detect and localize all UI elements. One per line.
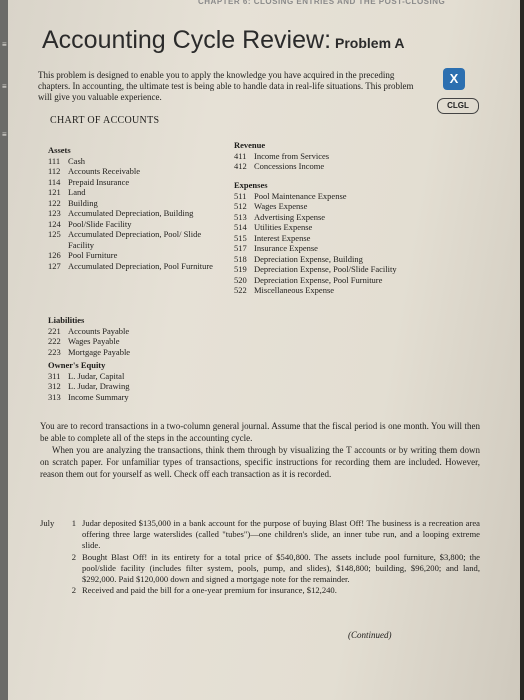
account-name: Income from Services: [254, 150, 330, 161]
account-number: 515: [234, 232, 247, 243]
account-name: Interest Expense: [254, 232, 311, 243]
account-name: Pool Furniture: [68, 250, 118, 260]
title-main: Accounting Cycle Review:: [42, 26, 332, 54]
clgl-badge: CLGL: [437, 98, 479, 114]
account-number: 111: [48, 155, 61, 166]
transaction-day: 2: [71, 585, 76, 596]
transaction-day: 2: [71, 551, 76, 562]
revenue-heading: Revenue: [234, 140, 266, 150]
account-number: 123: [48, 208, 61, 218]
transaction-month: [40, 552, 62, 586]
account-name: Pool Maintenance Expense: [254, 190, 347, 201]
instruction-paragraph: You are to record transactions in a two-column general journal. Assume that the fiscal period is one month. You will then be able to complete all of the steps in the accounting cycle.: [40, 421, 480, 443]
account-number: 520: [234, 274, 247, 285]
liabilities-block: [48, 315, 218, 357]
account-number: 411: [234, 150, 247, 161]
account-name: Depreciation Expense, Building: [254, 253, 363, 264]
account-name: Accounts Payable: [68, 325, 130, 336]
account-name: L. Judar, Capital: [68, 370, 125, 381]
assets-heading: Assets: [48, 145, 71, 155]
account-row: [234, 243, 434, 254]
account-number: 313: [48, 391, 61, 402]
gutter-mark: ≡: [2, 40, 7, 49]
account-row: [48, 392, 218, 403]
instructions: [40, 420, 480, 480]
transaction-text: Judar deposited $135,000 in a bank account for the purpose of buying Blast Off! The business is a recreation area offering three large waterslides (called "tubes")—one children's slide, an inner tube run, and a looping extreme slide.: [82, 518, 480, 551]
account-number: 125: [48, 229, 61, 239]
chart-of-accounts-heading: CHART OF ACCOUNTS: [50, 115, 160, 126]
account-row: [48, 347, 218, 358]
account-name: Cash: [68, 155, 85, 166]
account-row: [48, 229, 218, 250]
account-row: [48, 371, 218, 382]
excel-icon: X: [443, 68, 465, 90]
account-row: [48, 208, 218, 219]
account-number: 511: [234, 190, 247, 201]
expenses-block: [234, 180, 434, 296]
liabilities-list: [48, 326, 218, 358]
account-number: 222: [48, 336, 61, 346]
transaction-row: [40, 552, 480, 586]
account-row: [48, 187, 218, 198]
account-row: [234, 212, 434, 223]
account-row: [234, 264, 434, 275]
accounts-left-column: [48, 145, 218, 271]
account-row: [234, 161, 434, 172]
account-number: 112: [48, 166, 61, 176]
account-number: 522: [234, 285, 247, 295]
account-name: Mortgage Payable: [68, 346, 131, 357]
revenue-block: [234, 140, 434, 172]
intro-paragraph: This problem is designed to enable you to apply the knowledge you have acquired in the preceding chapters. In accounting, the ultimate test is being able to handle data in real-life situations. This problem will give you valuable experience.: [38, 70, 414, 102]
account-name: Accumulated Depreciation, Pool/ Slide Facility: [68, 229, 202, 250]
transaction-text: Received and paid the bill for a one-year premium for insurance, $12,240.: [82, 585, 337, 596]
transaction-month: July: [40, 518, 55, 528]
account-name: Concessions Income: [254, 161, 325, 171]
account-name: Wages Expense: [254, 201, 308, 211]
liabilities-heading: Liabilities: [48, 315, 85, 325]
equity-heading: Owner's Equity: [48, 360, 106, 370]
account-number: 518: [234, 253, 247, 264]
account-number: 512: [234, 201, 247, 211]
account-number: 122: [48, 197, 61, 208]
transaction-month: [40, 585, 62, 596]
account-name: Accumulated Depreciation, Building: [68, 208, 194, 218]
transaction-day: 1: [71, 518, 76, 528]
assets-list: [48, 156, 218, 272]
account-name: Wages Payable: [68, 336, 120, 346]
account-number: 514: [234, 222, 247, 232]
account-number: 124: [48, 218, 61, 229]
account-row: [48, 261, 218, 272]
account-row: [48, 381, 218, 392]
account-name: Advertising Expense: [254, 211, 326, 222]
transaction-text: Bought Blast Off! in its entirety for a total price of $540,800. The assets include pool furniture, $3,800; the pool/slide facility (includes filter system, pools, pump, and slides), $148,800; building, $96,200; and land, $292,000. Paid $120,000 down and signed a mortgage note for the remainder.: [82, 551, 480, 585]
account-row: [234, 222, 434, 233]
account-row: [234, 191, 434, 202]
account-name: Accounts Receivable: [68, 166, 140, 176]
account-row: [48, 326, 218, 337]
account-number: 412: [234, 161, 247, 171]
account-number: 121: [48, 187, 61, 197]
transaction-row: [40, 585, 480, 596]
transaction-row: [40, 518, 480, 552]
account-number: 519: [234, 264, 247, 274]
page-edge-strip: [0, 0, 8, 700]
account-name: Prepaid Insurance: [68, 176, 130, 187]
transaction-list: [40, 518, 480, 596]
account-row: [234, 201, 434, 212]
account-row: [234, 151, 434, 162]
account-row: [234, 233, 434, 244]
account-row: [48, 219, 218, 230]
account-number: 127: [48, 260, 61, 271]
account-number: 126: [48, 250, 61, 260]
account-row: [48, 336, 218, 347]
account-number: 312: [48, 381, 61, 391]
equity-list: [48, 371, 218, 403]
gutter-mark: ≡: [2, 82, 7, 91]
account-name: Land: [68, 187, 86, 197]
account-number: 223: [48, 346, 61, 357]
account-number: 114: [48, 176, 61, 187]
account-name: Insurance Expense: [254, 243, 318, 253]
textbook-page: [8, 0, 520, 700]
account-row: [48, 250, 218, 261]
problem-label: Problem A: [335, 35, 405, 51]
account-row: [48, 156, 218, 167]
account-name: Income Summary: [68, 391, 129, 402]
account-number: 311: [48, 370, 61, 381]
account-row: [48, 198, 218, 209]
expenses-list: [234, 191, 434, 296]
account-row: [234, 254, 434, 265]
running-head: CHAPTER 6: CLOSING ENTRIES AND THE POST-CLOSING: [198, 0, 446, 6]
account-name: Depreciation Expense, Pool/Slide Facility: [254, 264, 397, 274]
equity-block: [48, 360, 218, 402]
gutter-mark: ≡: [2, 130, 7, 139]
expenses-heading: Expenses: [234, 180, 268, 190]
page-title: [42, 26, 405, 55]
account-row: [48, 166, 218, 177]
account-name: Pool/Slide Facility: [68, 218, 132, 229]
account-name: Building: [68, 197, 98, 208]
account-row: [234, 285, 434, 296]
account-name: Utilities Expense: [254, 222, 313, 232]
revenue-list: [234, 151, 434, 172]
account-name: Miscellaneous Expense: [254, 285, 335, 295]
account-number: 517: [234, 243, 247, 253]
instruction-paragraph: When you are analyzing the transactions, think them through by visualizing the T accounts or by writing them down on scratch paper. For unfamiliar types of transactions, specific instructions for recording them are included. However, reason them out for yourself as well. Check off each transaction as it is recorded.: [40, 445, 480, 479]
account-number: 221: [48, 325, 61, 336]
account-row: [234, 275, 434, 286]
account-number: 513: [234, 211, 247, 222]
continued-note: (Continued): [348, 630, 392, 640]
account-row: [48, 177, 218, 188]
account-name: Depreciation Expense, Pool Furniture: [254, 274, 383, 285]
account-name: Accumulated Depreciation, Pool Furniture: [68, 260, 213, 271]
account-name: L. Judar, Drawing: [68, 381, 130, 391]
